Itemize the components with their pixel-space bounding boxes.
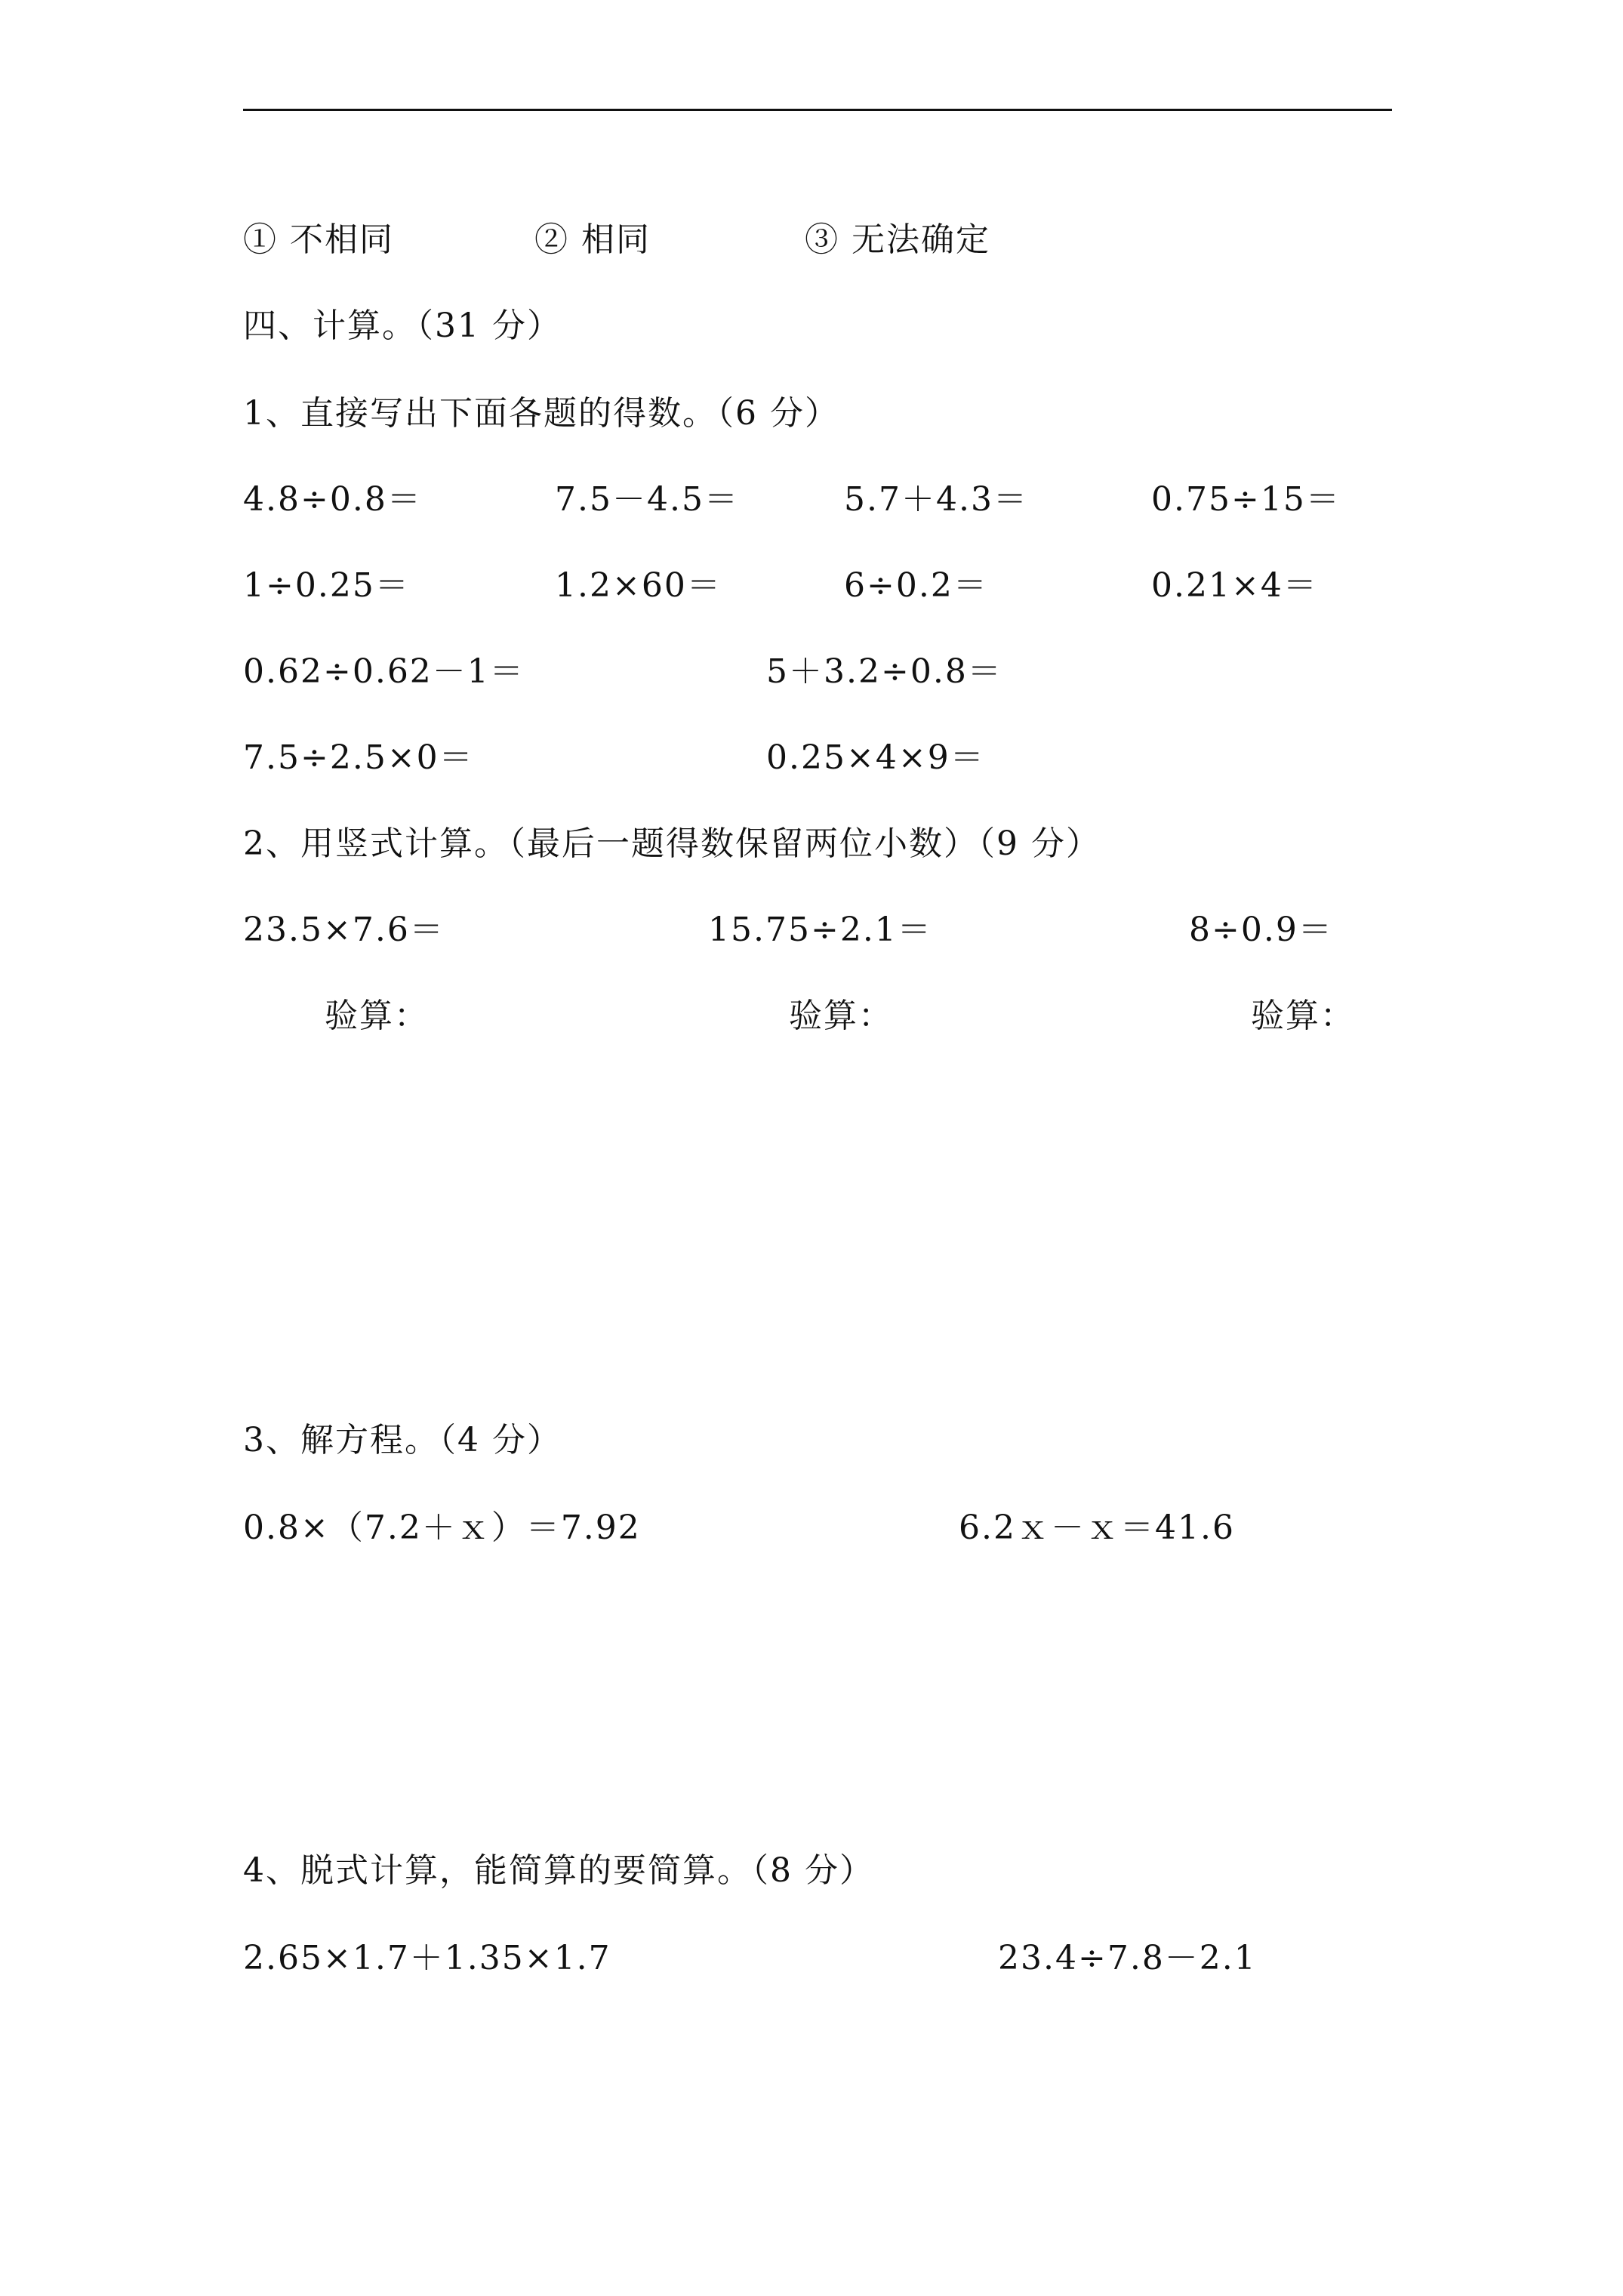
option-3: ③ 无法确定 — [805, 220, 990, 259]
q1-problem: 0.75÷15＝ — [1151, 480, 1341, 519]
q4-heading: 4、脱式计算，能简算的要简算。（8 分） — [243, 1851, 874, 1890]
q1-problem: 1÷0.25＝ — [243, 566, 410, 605]
q1-problem: 0.62÷0.62－1＝ — [243, 652, 525, 691]
q3-equation: 0.8×（7.2＋ｘ）＝7.92 — [243, 1509, 641, 1547]
header-rule — [243, 109, 1392, 111]
q4-problem: 2.65×1.7＋1.35×1.7 — [243, 1939, 611, 1977]
q3-equation: 6.2ｘ－ｘ＝41.6 — [959, 1509, 1235, 1547]
check-label: 验算： — [1251, 997, 1355, 1035]
q1-problem: 1.2×60＝ — [555, 566, 722, 605]
q1-problem: 5＋3.2÷0.8＝ — [766, 652, 1002, 691]
check-label: 验算： — [325, 997, 429, 1035]
q1-problem: 0.25×4×9＝ — [766, 738, 985, 777]
q2-problem: 8÷0.9＝ — [1189, 911, 1333, 949]
q1-problem: 5.7＋4.3＝ — [844, 480, 1028, 519]
check-label: 验算： — [789, 997, 893, 1035]
q1-problem: 7.5－4.5＝ — [555, 480, 739, 519]
section-title: 四、计算。（31 分） — [243, 307, 562, 345]
q1-problem: 0.21×4＝ — [1151, 566, 1318, 605]
q4-problem: 23.4÷7.8－2.1 — [998, 1939, 1257, 1977]
q1-problem: 6÷0.2＝ — [844, 566, 988, 605]
q1-heading: 1、直接写出下面各题的得数。（6 分） — [243, 394, 839, 433]
option-1: ① 不相同 — [243, 220, 394, 259]
q1-problem: 4.8÷0.8＝ — [243, 480, 422, 519]
q3-heading: 3、解方程。（4 分） — [243, 1421, 562, 1459]
option-2: ② 相同 — [534, 220, 651, 259]
q2-heading: 2、用竖式计算。（最后一题得数保留两位小数）（9 分） — [243, 824, 1101, 863]
q2-problem: 23.5×7.6＝ — [243, 911, 445, 949]
q2-problem: 15.75÷2.1＝ — [708, 911, 932, 949]
q1-problem: 7.5÷2.5×0＝ — [243, 738, 474, 777]
